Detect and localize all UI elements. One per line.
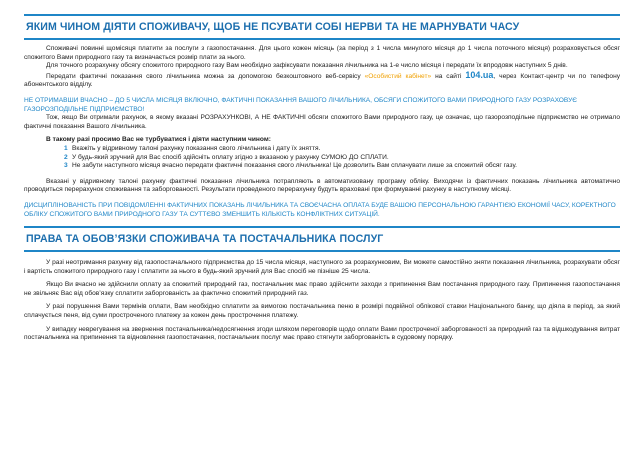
- paragraph-no-bill: У разі неотримання рахунку від газопостачального підприємства до 15 числа місяця, наступного за розрахунковим, Ви можете самостійно зняти показання лічильника, розрахувати обсяг і вартість спожитого природного газу і сплатити за нього в будь-який зручний для Вас спосіб не пізніше 25 числа.: [24, 259, 620, 275]
- document-page: [24, 14, 620, 343]
- paragraph-meter-reading: Для точного розрахунку обсягу спожитого природного газу Вам необхідно зафіксувати показання лічильника на 1-е число місяця і передати їх впродовж наступних 5 днів.: [46, 62, 568, 70]
- paragraph-monthly-payment: Споживачі повинні щомісяця платити за послуги з газопостачання. Для цього кожен місяць (за період з 1 числа минулого місяця до 1 числа поточного місяця) розраховується обсяг спожитого Вами природного газу та визначається розмір плати за нього.: [24, 45, 620, 61]
- warning-text: НЕ ОТРИМАВШИ ВЧАСНО – ДО 5 ЧИСЛА МІСЯЦЯ ВКЛЮЧНО, ФАКТИЧНІ ПОКАЗАННЯ ВАШОГО ЛІЧИЛЬНИКА, ОБСЯГИ СПОЖИТОГО ВАМИ ПРИРОДНОГО ГАЗУ РОЗРАХОВУЄ ГАЗОРОЗПОДІЛЬНЕ ПІДПРИЄМСТВО!: [24, 96, 578, 113]
- section-title-rights: ПРАВА ТА ОБОВ’ЯЗКИ СПОЖИВАЧА ТА ПОСТАЧАЛЬНИКА ПОСЛУГ: [24, 226, 620, 252]
- paragraph-recalculation: Вказані у відривному талоні рахунку фактичні показання лічильника потрапляють в автоматизовану програму обліку. Виходячи із фактичних показань лічильника автоматично проводиться перерахунок споживання та заборгованості. Результати проведеного перерахунку будуть враховані при формуванні рахунку в наступному місяці.: [24, 177, 620, 194]
- paragraph-submit-readings: Передати фактичні показання свого лічильника можна за допомогою безкоштовного веб-сервісу «Особистий кабінет» на сайті 104.ua, через Контакт-центр чи по телефону абонентського відділу.: [24, 69, 621, 89]
- list-item: 1 Вкажіть у відривному талоні рахунку показання свого лічильника і дату їх зняття.: [64, 144, 321, 152]
- section-title-consumer-actions: ЯКИМ ЧИНОМ ДІЯТИ СПОЖИВАЧУ, ЩОБ НЕ ПСУВАТИ СОБІ НЕРВИ ТА НЕ МАРНУВАТИ ЧАСУ: [24, 14, 620, 40]
- paragraph-late-payment: Якщо Ви вчасно не здійснили оплату за спожитий природний газ, постачальник має право здійснити заходи з припинення Вам постачання природного газу. Припинення газопостачання не звільняє Вас від обов’язку сплатити заборгованість за фактично спожитий природний газ.: [24, 281, 620, 297]
- paragraph-penalty: У разі порушення Вами термінів оплати, Вам необхідно сплатити за вимогою постачальника пеню в розмірі подвійної облікової ставки Національного банку, що діяла в період, за який сплачується пеня, від суми простроченого платежу за кожен день прострочення платежу.: [24, 303, 620, 320]
- steps-list: [24, 145, 620, 171]
- list-title: В такому разі просимо Вас не турбуватися і діяти наступним чином:: [46, 136, 271, 144]
- list-item: 2 У будь-який зручний для Вас спосіб здійсніть оплату згідно з вказаною у рахунку СУМОЮ ДО СПЛАТИ.: [64, 153, 389, 161]
- list-item: 3 Не забути наступного місяця вчасно передати фактичні показання свого лічильника! Це дозволить Вам сплачувати лише за спожитий обсяг газу.: [64, 162, 517, 170]
- paragraph-court: У випадку неврегування на звернення постачальника/недосягнення згоди шляхом переговорів щодо оплати Вами простроченої заборгованості за природний газ та відшкодування витрат постачальника на припинення та відновлення газопостачання, постачальник послуг має право стягнути заборгованість в судовому порядку.: [24, 325, 620, 342]
- closing-statement: ДИСЦИПЛІНОВАНІСТЬ ПРИ ПОВІДОМЛЕННІ ФАКТИЧНИХ ПОКАЗАНЬ ЛІЧИЛЬНИКА ТА СВОЄЧАСНА ОПЛАТА БУДЕ ВАШОЮ ПЕРСОНАЛЬНОЮ ГАРАНТІЄЮ ЕКОНОМІЇ ЧАСУ, КОРЕКТНОГО ОБЛІКУ СПОЖИТОГО ВАМИ ПРИРОДНОГО ГАЗУ ТА СУТТЄВО ЗМЕНШИТЬ КІЛЬКІСТЬ КОНФЛІКТНИХ СИТУАЦІЙ.: [24, 201, 616, 218]
- site-link[interactable]: 104.ua: [465, 69, 494, 80]
- paragraph-estimated-bill: Тож, якщо Ви отримали рахунок, в якому вказані РОЗРАХУНКОВІ, А НЕ ФАКТИЧНІ обсяги спожитого Вами природного газу, це означає, що газорозподільне підприємство не отримало фактичні показання Вашого лічильника.: [24, 114, 620, 130]
- personal-cabinet-link[interactable]: «Особистий кабінет»: [364, 72, 432, 80]
